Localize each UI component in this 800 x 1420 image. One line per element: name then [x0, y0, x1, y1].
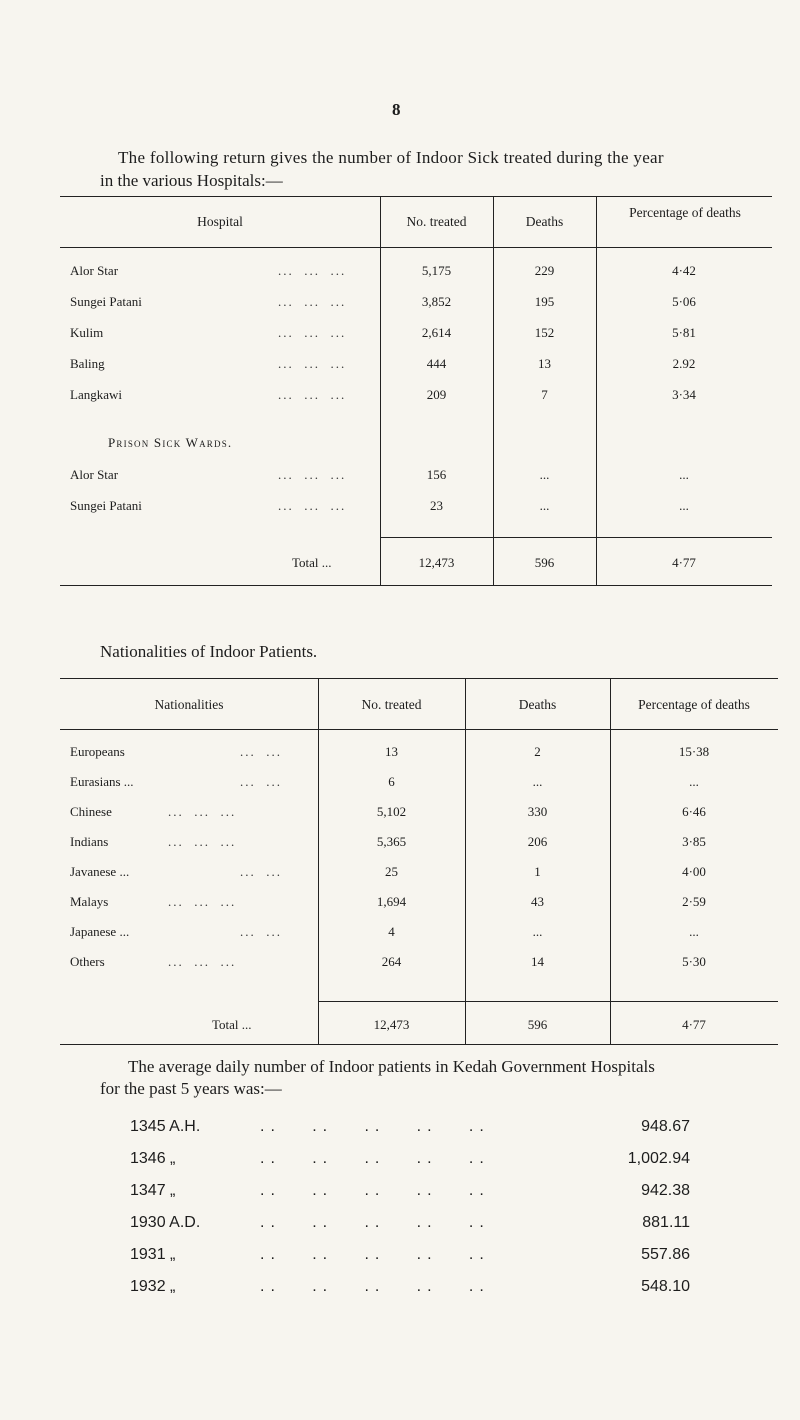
table-bottom-rule — [60, 1044, 778, 1045]
total-top-rule — [380, 537, 772, 538]
pct-value: 4·42 — [672, 263, 696, 278]
leader-dots: .. .. .. .. .. — [260, 1246, 490, 1263]
deaths-value: 330 — [527, 804, 548, 819]
average-value: 942.38 — [641, 1182, 690, 1199]
total-pct: 4·77 — [682, 1017, 706, 1032]
treated-value: 156 — [426, 467, 447, 482]
deaths-value: 14 — [531, 954, 544, 969]
pct-value: ... — [679, 467, 689, 482]
page-number: 8 — [392, 100, 401, 119]
total-pct: 4·77 — [672, 555, 696, 570]
treated-value: 6 — [388, 774, 395, 789]
average-value: 881.11 — [642, 1214, 690, 1231]
leader-dots: ... ... ... — [278, 356, 347, 371]
leader-dots: ... ... — [240, 924, 282, 939]
leader-dots: ... ... ... — [278, 325, 347, 340]
average-line-2: for the past 5 years was:— — [100, 1079, 282, 1098]
prison-section-heading: Prison Sick Wards. — [108, 435, 233, 450]
average-value: 1,002.94 — [627, 1150, 690, 1167]
deaths-value: 2 — [534, 744, 541, 759]
nationality-name: Javanese ... — [70, 864, 130, 879]
treated-value: 25 — [385, 864, 398, 879]
leader-dots: ... ... ... — [168, 804, 237, 819]
table-top-rule — [60, 678, 778, 679]
treated-value: 23 — [430, 498, 443, 513]
header-deaths: Deaths — [518, 697, 557, 712]
average-paragraph — [100, 1056, 790, 1100]
pct-value: ... — [679, 498, 689, 513]
average-value: 548.10 — [641, 1278, 690, 1295]
average-year: 1931 „ — [130, 1246, 176, 1263]
total-treated: 12,473 — [418, 555, 455, 570]
treated-value: 264 — [381, 954, 402, 969]
leader-dots: ... ... ... — [278, 294, 347, 309]
total-treated: 12,473 — [373, 1017, 410, 1032]
deaths-value: ... — [532, 924, 543, 939]
leader-dots: ... ... — [240, 744, 282, 759]
treated-value: 5,102 — [376, 804, 407, 819]
hospital-name: Baling — [70, 356, 105, 371]
deaths-value: 206 — [527, 834, 548, 849]
nationality-name: Europeans — [70, 744, 125, 759]
deaths-value: ... — [539, 467, 550, 482]
column-divider — [610, 678, 611, 1044]
hospital-name: Kulim — [70, 325, 104, 340]
treated-value: 1,694 — [376, 894, 407, 909]
pct-value: ... — [689, 774, 699, 789]
total-top-rule — [318, 1001, 778, 1002]
treated-value: 209 — [426, 387, 447, 402]
pct-value: 2·59 — [682, 894, 706, 909]
average-line-1: The average daily number of Indoor patients in Kedah Government Hospitals — [128, 1057, 655, 1076]
deaths-value: ... — [539, 498, 550, 513]
nationality-name: Malays — [70, 894, 109, 909]
hospital-name: Sungei Patani — [70, 294, 142, 309]
nationality-name: Japanese ... — [70, 924, 130, 939]
leader-dots: ... ... ... — [168, 834, 237, 849]
leader-dots: ... ... ... — [278, 387, 347, 402]
deaths-value: 195 — [534, 294, 555, 309]
deaths-value: 1 — [534, 864, 541, 879]
pct-value: 4·00 — [682, 864, 706, 879]
deaths-value: 13 — [538, 356, 551, 371]
treated-value: 4 — [388, 924, 395, 939]
nationality-name: Eurasians ... — [70, 774, 134, 789]
table-bottom-rule — [60, 585, 772, 586]
pct-value: 6·46 — [682, 804, 706, 819]
pct-value: 2.92 — [672, 356, 696, 371]
leader-dots: ... ... ... — [168, 894, 237, 909]
column-divider — [465, 678, 466, 1044]
header-treated: No. treated — [361, 697, 422, 712]
nationality-name: Chinese — [70, 804, 112, 819]
treated-value: 444 — [426, 356, 447, 371]
pct-value: 3·34 — [672, 387, 696, 402]
table-top-rule — [60, 196, 772, 197]
intro-paragraph — [100, 146, 790, 192]
nationality-name: Others — [70, 954, 105, 969]
pct-value: 5·81 — [672, 325, 696, 340]
total-label: Total ... — [292, 555, 332, 570]
pct-value: 5·30 — [682, 954, 706, 969]
header-percentage: Percentage of deaths — [629, 205, 741, 220]
leader-dots: .. .. .. .. .. — [260, 1278, 490, 1295]
header-treated: No. treated — [406, 214, 467, 229]
treated-value: 5,365 — [376, 834, 407, 849]
average-year: 1345 A.H. — [130, 1118, 201, 1135]
leader-dots: .. .. .. .. .. — [260, 1150, 490, 1167]
pct-value: ... — [689, 924, 699, 939]
average-value: 557.86 — [641, 1246, 690, 1263]
average-value: 948.67 — [641, 1118, 690, 1135]
deaths-value: 7 — [541, 387, 548, 402]
average-year: 1932 „ — [130, 1278, 176, 1295]
intro-line-1: The following return gives the number of Indoor Sick treated during the year — [118, 148, 664, 167]
header-bottom-rule — [60, 729, 778, 730]
nationalities-heading: Nationalities of Indoor Patients. — [100, 642, 318, 661]
header-deaths: Deaths — [525, 214, 564, 229]
total-deaths: 596 — [534, 555, 555, 570]
nationality-name: Indians — [70, 834, 109, 849]
treated-value: 2,614 — [421, 325, 452, 340]
leader-dots: ... ... ... — [278, 263, 347, 278]
leader-dots: ... ... ... — [168, 954, 237, 969]
leader-dots: .. .. .. .. .. — [260, 1214, 490, 1231]
column-divider — [318, 678, 319, 1044]
pct-value: 15·38 — [678, 744, 710, 759]
hospital-name: Langkawi — [70, 387, 122, 402]
header-hospital: Hospital — [197, 214, 243, 229]
deaths-value: 152 — [534, 325, 555, 340]
leader-dots: ... ... — [240, 774, 282, 789]
leader-dots: ... ... ... — [278, 467, 347, 482]
pct-value: 5·06 — [672, 294, 696, 309]
treated-value: 5,175 — [421, 263, 452, 278]
leader-dots: .. .. .. .. .. — [260, 1118, 490, 1135]
treated-value: 13 — [385, 744, 398, 759]
leader-dots: ... ... ... — [278, 498, 347, 513]
hospital-name: Sungei Patani — [70, 498, 142, 513]
leader-dots: .. .. .. .. .. — [260, 1182, 490, 1199]
total-deaths: 596 — [527, 1017, 548, 1032]
pct-value: 3·85 — [682, 834, 706, 849]
hospital-name: Alor Star — [70, 467, 119, 482]
average-year: 1347 „ — [130, 1182, 176, 1199]
average-year: 1346 „ — [130, 1150, 176, 1167]
intro-line-2: in the various Hospitals:— — [100, 171, 283, 190]
hospital-name: Alor Star — [70, 263, 119, 278]
treated-value: 3,852 — [421, 294, 452, 309]
deaths-value: 43 — [531, 894, 544, 909]
leader-dots: ... ... — [240, 864, 282, 879]
total-label: Total ... — [212, 1017, 252, 1032]
header-bottom-rule — [60, 247, 772, 248]
header-percentage: Percentage of deaths — [638, 697, 750, 712]
deaths-value: ... — [532, 774, 543, 789]
header-nationalities: Nationalities — [154, 697, 224, 712]
average-year: 1930 A.D. — [130, 1214, 201, 1231]
deaths-value: 229 — [534, 263, 555, 278]
